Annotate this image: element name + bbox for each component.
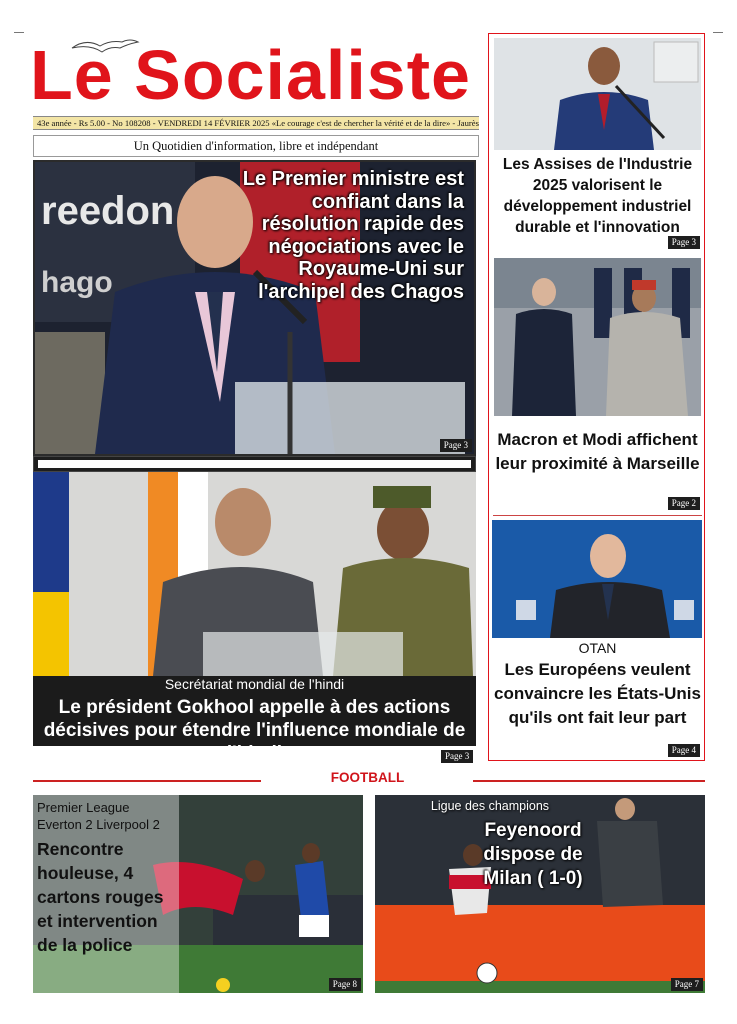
masthead <box>30 36 478 114</box>
section-rule <box>473 780 705 782</box>
tagline: Un Quotidien d'information, libre et indépendant <box>33 135 479 157</box>
newspaper-logo[interactable]: Le Socialiste <box>30 36 471 114</box>
issue-info-bar: 43e année - Rs 5.00 - No 108208 - VENDREDI 14 FÉVRIER 2025 «Le courage c'est de chercher la vérité et de la dire» - Jaurès <box>33 116 479 130</box>
competition-label: Premier League <box>37 800 130 815</box>
crop-mark <box>713 32 723 33</box>
section-rule <box>33 780 261 782</box>
page-reference[interactable]: Page 4 <box>668 744 700 757</box>
divider <box>493 515 702 516</box>
backdrop-text: reedon <box>41 189 175 233</box>
crop-mark <box>14 32 24 33</box>
backdrop-text: hago <box>41 266 113 299</box>
competition-label: Ligue des champions <box>430 799 550 813</box>
page-reference[interactable]: Page 2 <box>668 497 700 510</box>
story1-headline[interactable]: Les Assises de l'Industrie 2025 valorisent le développement industriel durable et l'innovation <box>502 156 693 236</box>
score-line: Everton 2 Liverpool 2 <box>37 817 160 832</box>
football-story-right[interactable] <box>375 795 705 993</box>
football-story-left[interactable] <box>33 795 363 993</box>
lead-headline[interactable]: Le Premier ministre est confiant dans la résolution rapide des négociations avec le Royaume-Uni sur l'archipel des Chagos <box>242 168 464 303</box>
page-reference[interactable]: Page 3 <box>441 750 473 763</box>
story2-photo <box>494 258 701 416</box>
story3-headline[interactable]: Les Européens veulent convaincre les États-Unis qu'ils ont fait leur part <box>494 660 701 727</box>
story1-photo <box>494 38 701 150</box>
story3-kicker: OTAN <box>578 640 617 656</box>
lead-story[interactable] <box>33 160 476 456</box>
story2-headline[interactable]: Macron et Modi affichent leur proximité à Marseille <box>495 430 700 473</box>
section-title: FOOTBALL <box>330 770 405 785</box>
football-right-headline[interactable]: Feyenoord dispose de Milan ( 1-0) <box>483 820 583 889</box>
separator-bar <box>33 456 476 472</box>
page-reference[interactable]: Page 8 <box>329 978 361 991</box>
second-kicker: Secrétariat mondial de l'hindi <box>164 676 345 692</box>
right-column <box>488 33 705 761</box>
second-headline[interactable]: Le président Gokhool appelle à des actions décisives pour étendre l'influence mondiale de l'hindi <box>43 697 466 764</box>
story3-photo <box>492 520 702 638</box>
page-reference[interactable]: Page 3 <box>668 236 700 249</box>
page-reference[interactable]: Page 3 <box>440 439 472 452</box>
football-left-headline[interactable]: Rencontre houleuse, 4 cartons rouges et intervention de la police <box>37 839 164 955</box>
second-photo <box>33 472 476 676</box>
page-reference[interactable]: Page 7 <box>671 978 703 991</box>
